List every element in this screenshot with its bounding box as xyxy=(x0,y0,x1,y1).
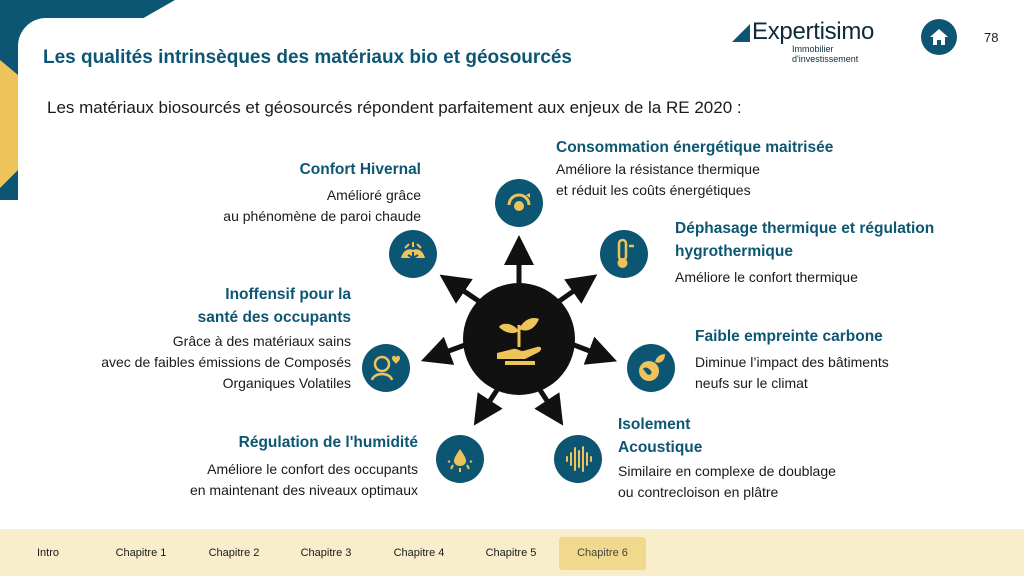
thermometer-icon-circle xyxy=(600,230,648,278)
acoustique-title: Isolement Acoustique xyxy=(618,416,703,456)
plant-hand-icon xyxy=(489,309,549,369)
nav-chapitre-6[interactable]: Chapitre 6 xyxy=(559,537,646,570)
thermometer-icon xyxy=(600,230,648,278)
humidite-desc: Améliore le confort des occupants en maintenant des niveaux optimaux xyxy=(189,461,418,498)
nav-chapitre-2[interactable]: Chapitre 2 xyxy=(208,547,260,559)
dephasage-title: Déphasage thermique et régulation hygrothermique xyxy=(675,220,935,260)
sound-wave-icon-circle xyxy=(554,435,602,483)
person-heart-icon-circle xyxy=(362,344,410,392)
sun-snowflake-icon-circle xyxy=(389,230,437,278)
water-drop-icon-circle xyxy=(436,435,484,483)
page-title: Les qualités intrinsèques des matériaux bio et géosourcés xyxy=(43,47,573,68)
central-hub xyxy=(463,283,575,395)
dephasage-desc: Améliore le confort thermique xyxy=(675,269,858,285)
page-number: 78 xyxy=(984,30,999,45)
globe-leaf-icon-circle xyxy=(627,344,675,392)
sante-title: Inoffensif pour la santé des occupants xyxy=(197,286,351,326)
consommation-title: Consommation énergétique maitrisée xyxy=(556,139,834,156)
water-drop-icon xyxy=(436,435,484,483)
nav-chapitre-3[interactable]: Chapitre 3 xyxy=(300,547,352,559)
page-subtitle: Les matériaux biosourcés et géosourcés répondent parfaitement aux enjeux de la RE 2020 : xyxy=(47,98,742,117)
nav-chapitre-4[interactable]: Chapitre 4 xyxy=(393,547,445,559)
carbone-title: Faible empreinte carbone xyxy=(695,328,883,345)
acoustique-desc: Similaire en complexe de doublage ou contrecloison en plâtre xyxy=(618,463,836,500)
person-heart-icon xyxy=(362,344,410,392)
globe-leaf-icon xyxy=(627,344,675,392)
nav-intro[interactable]: Intro xyxy=(36,547,59,559)
carbone-desc: Diminue l’impact des bâtiments neufs sur le climat xyxy=(695,354,889,391)
logo-tagline: Immobilier d'investissement xyxy=(792,44,859,64)
humidite-title: Régulation de l'humidité xyxy=(238,434,418,451)
nav-chapitre-1[interactable]: Chapitre 1 xyxy=(115,547,167,559)
energy-cycle-icon xyxy=(495,179,543,227)
sun-snowflake-icon xyxy=(389,230,437,278)
logo-name: Expertisimo xyxy=(752,18,875,45)
confort-title: Confort Hivernal xyxy=(299,161,421,178)
sound-wave-icon xyxy=(554,435,602,483)
sante-desc: Grâce à des matériaux sains avec de faibles émissions de Composés Organiques Volatiles xyxy=(101,333,351,391)
energy-cycle-icon-circle xyxy=(495,179,543,227)
consommation-desc: Améliore la résistance thermique et réduit les coûts énergétiques xyxy=(556,161,760,198)
confort-desc: Amélioré grâce au phénomène de paroi chaude xyxy=(223,187,421,224)
chapter-nav xyxy=(0,529,1024,576)
nav-chapitre-5[interactable]: Chapitre 5 xyxy=(485,547,537,559)
